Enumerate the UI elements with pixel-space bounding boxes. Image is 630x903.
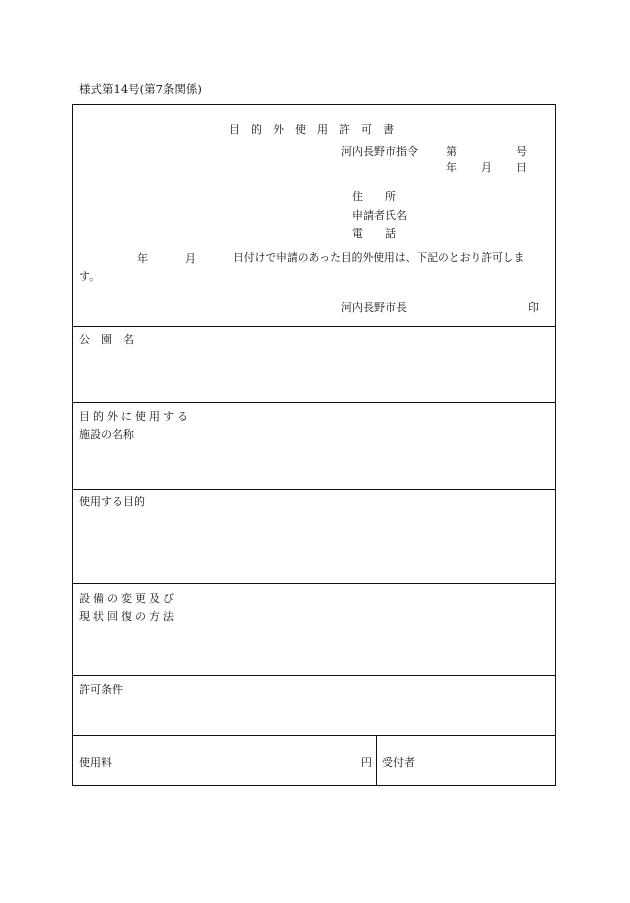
receiver-label: 受付者 <box>382 756 415 769</box>
issue-date-day: 日 <box>516 161 527 174</box>
divider <box>72 735 556 736</box>
divider <box>72 675 556 676</box>
fee-label: 使用料 <box>79 756 112 769</box>
restoration-method-label: 設備の変更及び <box>79 592 177 605</box>
applicant-name-label: 申請者氏名 <box>352 209 407 222</box>
form-title: 目的外使用許可書 <box>229 123 405 136</box>
seal-mark: 印 <box>528 301 539 314</box>
issue-date-year: 年 <box>446 161 457 174</box>
permit-form-frame <box>72 104 556 786</box>
number-suffix: 号 <box>516 145 527 158</box>
application-month: 月 <box>185 252 196 265</box>
purpose-label: 使用する目的 <box>79 495 145 508</box>
park-name-label: 公 園 名 <box>79 333 134 346</box>
divider <box>72 583 556 584</box>
divider <box>72 402 556 403</box>
divider <box>72 326 556 327</box>
facility-name-label-cont: 施設の名称 <box>79 428 134 441</box>
fee-divider <box>376 735 377 786</box>
facility-name-label: 目的外に使用する <box>79 410 191 423</box>
issue-date-month: 月 <box>481 161 492 174</box>
signatory: 河内長野市長 <box>341 301 407 314</box>
conditions-label: 許可条件 <box>79 683 123 696</box>
form-number-label: 様式第14号(第7条関係) <box>79 82 202 96</box>
divider <box>72 489 556 490</box>
restoration-method-label-cont: 現状回復の方法 <box>79 610 177 623</box>
phone-label: 電 話 <box>352 227 396 240</box>
issuer-reference: 河内長野市指令 <box>341 145 418 158</box>
permit-body-text-cont: す。 <box>79 270 101 283</box>
number-prefix: 第 <box>446 145 457 158</box>
fee-unit: 円 <box>361 756 372 769</box>
address-label: 住 所 <box>352 190 396 203</box>
application-year: 年 <box>137 252 148 265</box>
permit-body-text: 日付けで申請のあった目的外使用は、下記のとおり許可しま <box>233 251 525 264</box>
